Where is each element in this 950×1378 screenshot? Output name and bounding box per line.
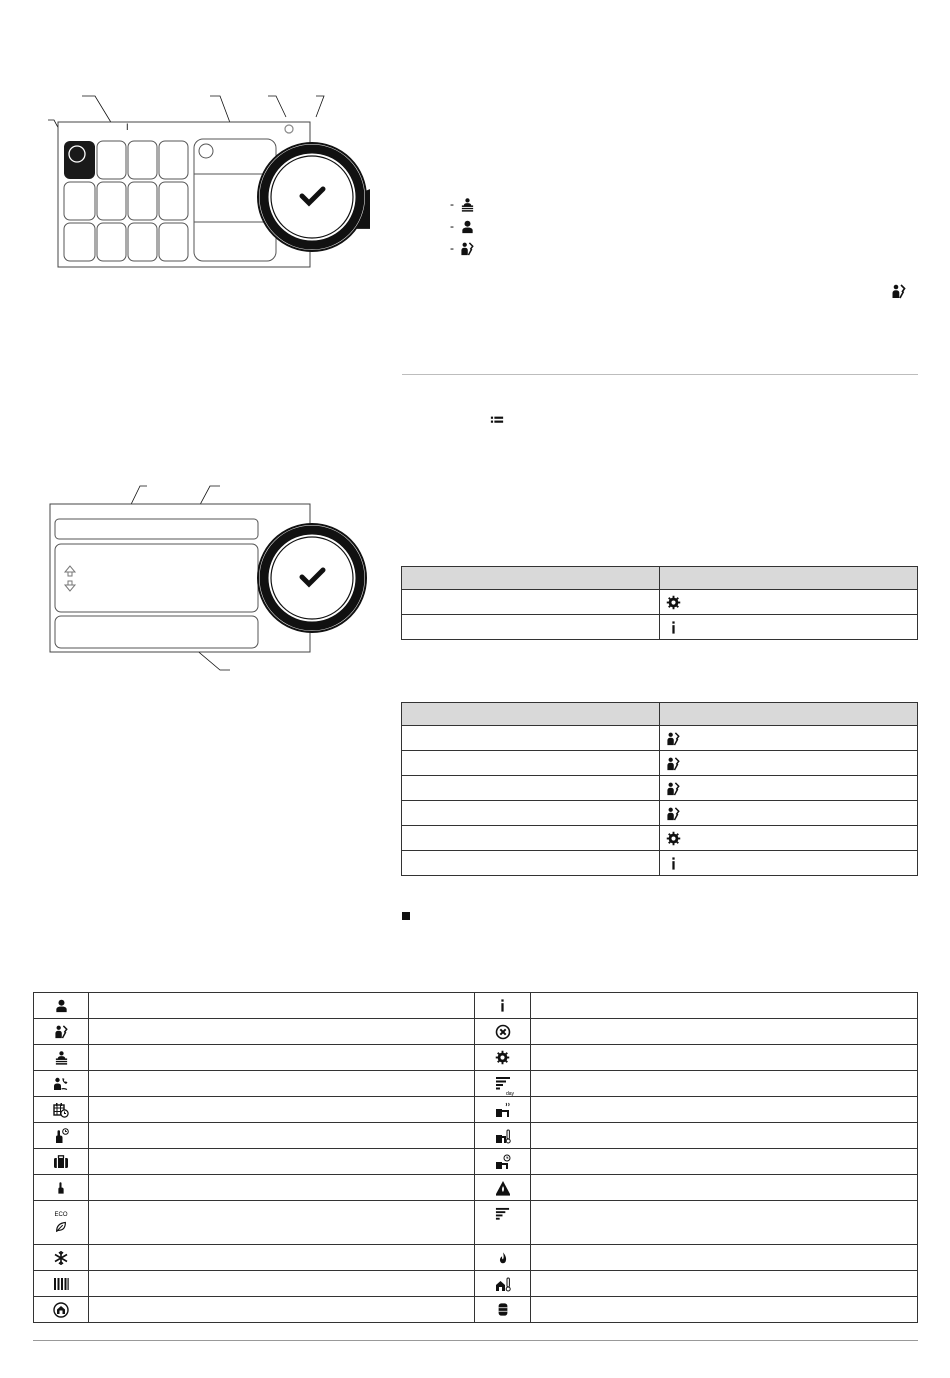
figure-label: I: [126, 122, 129, 132]
footer-divider: [33, 1340, 918, 1341]
installer-icon: [54, 1050, 69, 1065]
table-row: [402, 826, 918, 851]
table-row: [402, 751, 918, 776]
table-row: [34, 993, 918, 1019]
table-row: [34, 1019, 918, 1045]
role-installer: -: [450, 193, 510, 215]
table-row: [402, 590, 918, 615]
table-row: [402, 726, 918, 751]
service-engineer-icon: [666, 806, 681, 821]
table-row: [402, 776, 918, 801]
hand-pointer-icon: [54, 1180, 68, 1195]
eco-leaf-icon: [54, 1219, 68, 1233]
table-header: [402, 567, 660, 590]
roles-list: [450, 193, 510, 259]
user-icon: [460, 219, 475, 234]
list-screen-figure: [40, 482, 370, 674]
service-engineer-icon: [666, 756, 681, 771]
section-divider: [402, 374, 918, 375]
icon-legend-table: [33, 992, 918, 1323]
user-phone-icon: [53, 1076, 69, 1092]
service-engineer-icon: [666, 731, 681, 746]
table-header: [660, 567, 918, 590]
home-screen-figure: [40, 92, 370, 282]
suitcase-icon: [53, 1154, 69, 1170]
table-row: [34, 1123, 918, 1149]
menu-icon: [489, 414, 505, 428]
table-row: [402, 801, 918, 826]
dhw-clock-icon: [495, 1154, 511, 1170]
table-row: [34, 1245, 918, 1271]
user-access-table: [401, 566, 918, 640]
info-icon: [666, 856, 681, 871]
installer-icon: [460, 197, 475, 212]
table-row: [34, 1097, 918, 1123]
role-service: -: [450, 237, 510, 259]
flow-day-icon: [495, 1076, 511, 1092]
table-row: [34, 1045, 918, 1071]
table-row: [34, 1297, 918, 1323]
flame-icon: [496, 1251, 510, 1265]
installer-access-table: [401, 702, 918, 876]
table-row: [34, 1175, 918, 1201]
house-thermometer-icon: [495, 1276, 511, 1292]
table-row: [34, 1271, 918, 1297]
table-row: [402, 615, 918, 640]
chimney-sweep-icon: [495, 1180, 511, 1196]
radiator-icon: [53, 1276, 69, 1292]
gear-icon: [495, 1050, 510, 1065]
role-user: -: [450, 215, 510, 237]
flow-icon: [495, 1207, 510, 1222]
table-row: [34, 1149, 918, 1175]
info-icon: [495, 998, 510, 1013]
table-header: [660, 703, 918, 726]
dhw-heating-icon: [495, 1102, 511, 1118]
snowflake-icon: [53, 1250, 69, 1266]
table-header: [402, 703, 660, 726]
table-row: day: [34, 1071, 918, 1097]
gear-icon: [666, 831, 681, 846]
info-icon: [666, 620, 681, 635]
table-row: ECO: [34, 1201, 918, 1245]
table-row: [402, 851, 918, 876]
service-engineer-icon: [460, 241, 475, 256]
user-icon: [54, 998, 69, 1013]
gear-icon: [666, 595, 681, 610]
cancel-circle-icon: [495, 1024, 511, 1040]
hand-clock-icon: [53, 1128, 69, 1144]
dhw-temperature-icon: [495, 1128, 511, 1144]
service-engineer-icon: [666, 781, 681, 796]
service-engineer-icon: [891, 283, 907, 299]
section-bullet: [402, 912, 410, 920]
buffer-tank-icon: [496, 1302, 510, 1317]
calendar-clock-icon: [53, 1102, 69, 1118]
service-engineer-icon: [54, 1024, 69, 1039]
building-circle-icon: [53, 1302, 69, 1318]
